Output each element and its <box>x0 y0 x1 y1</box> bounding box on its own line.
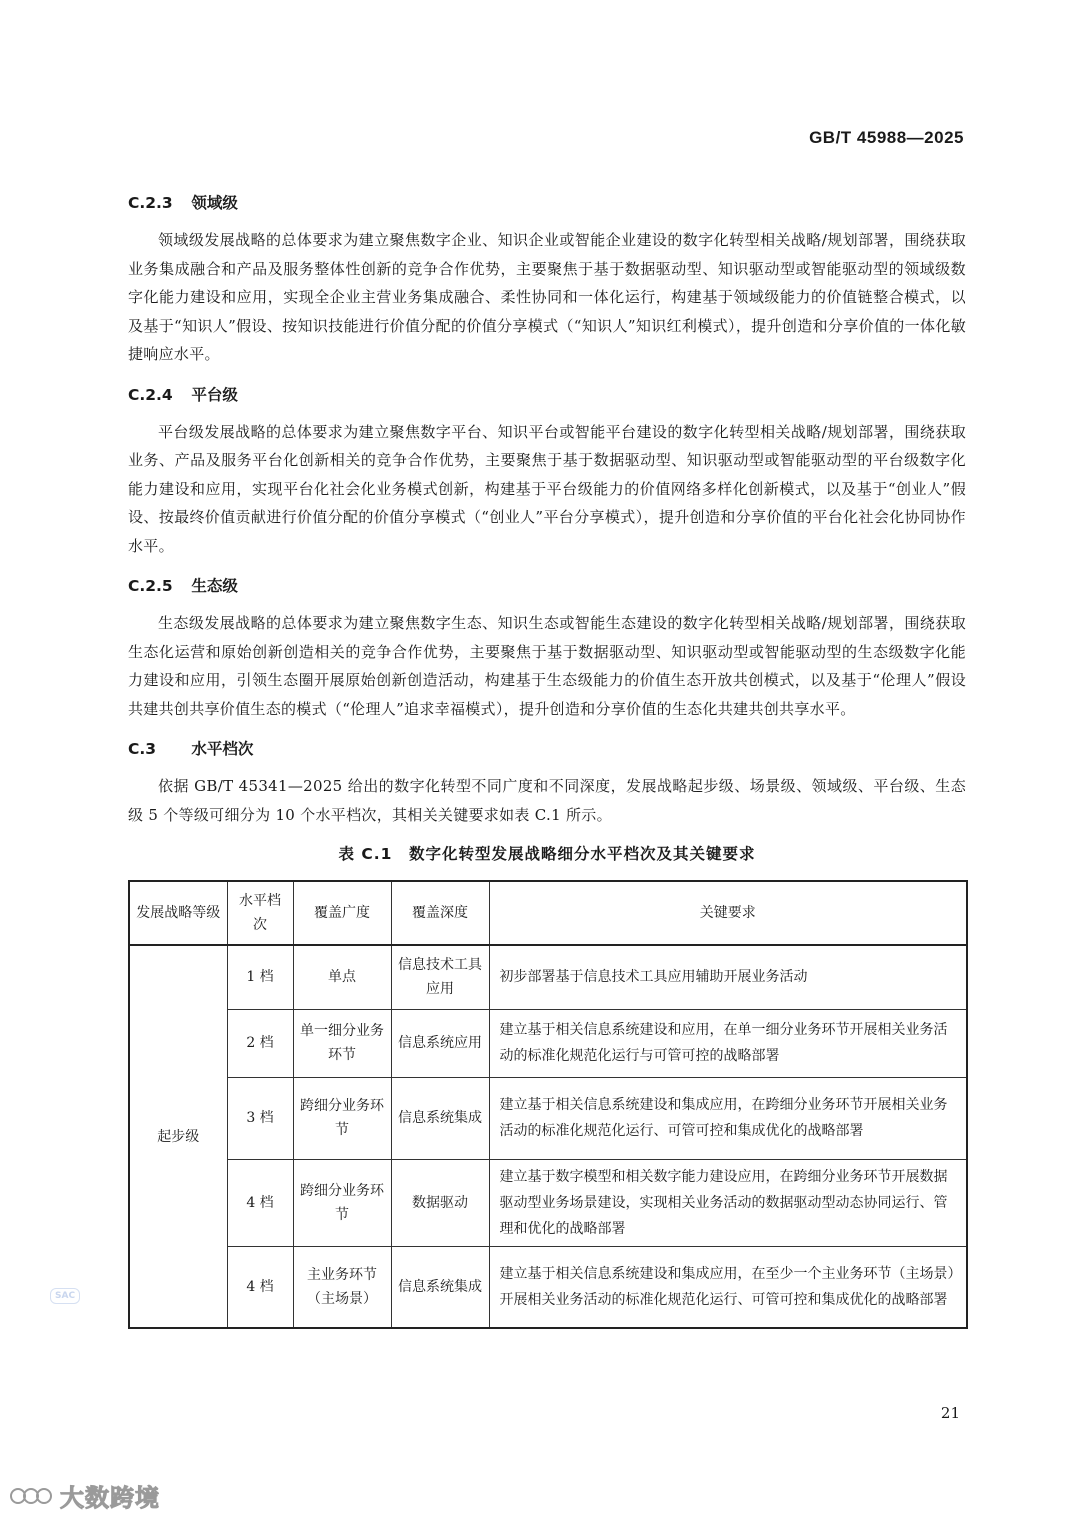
section-heading <box>128 573 966 599</box>
requirement-cell: 初步部署基于信息技术工具应用辅助开展业务活动 <box>489 945 967 1009</box>
table-row <box>129 1159 967 1246</box>
table-row <box>129 1009 967 1077</box>
table-title: 表 C.1 数字化转型发展战略细分水平档次及其关键要求 <box>338 845 756 863</box>
section-heading <box>128 382 966 408</box>
section-title: 水平档次 <box>191 740 254 758</box>
header-tier: 水平档次 <box>227 881 293 945</box>
tier-cell: 3 档 <box>227 1077 293 1159</box>
section-number: C.2.5 <box>128 577 173 595</box>
breadth-cell: 主业务环节（主场景） <box>293 1246 391 1328</box>
header-depth: 覆盖深度 <box>391 881 489 945</box>
section-title: 生态级 <box>191 577 238 595</box>
depth-cell: 信息系统集成 <box>391 1077 489 1159</box>
table-header-row <box>129 881 967 945</box>
depth-cell: 信息技术工具应用 <box>391 945 489 1009</box>
breadth-cell: 跨细分业务环节 <box>293 1077 391 1159</box>
section-heading <box>128 190 966 216</box>
watermark <box>8 1478 160 1513</box>
section-title: 领域级 <box>191 194 238 212</box>
requirement-cell: 建立基于相关信息系统建设和集成应用，在跨细分业务环节开展相关业务活动的标准化规范化运行、可管可控和集成优化的战略部署 <box>489 1077 967 1159</box>
breadth-cell: 单点 <box>293 945 391 1009</box>
section-number: C.2.3 <box>128 194 173 212</box>
table-row <box>129 1246 967 1328</box>
section-paragraph: 生态级发展战略的总体要求为建立聚焦数字生态、知识生态或智能生态建设的数字化转型相关战略/规划部署，围绕获取生态化运营和原始创新创造相关的竞争合作优势，主要聚焦于基于数据驱动型、知识驱动型或智能驱动型的生态级数字化能力建设和应用，引领生态圈开展原始创新创造活动，构建基于生态级能力的价值生态开放共创模式，以及基于“伦理人”假设共建共创共享价值生态的模式（“伦理人”追求幸福模式），提升创造和分享价值的生态化共建共创共享水平。 <box>128 614 966 718</box>
table-row <box>129 1077 967 1159</box>
content-body <box>128 190 966 1329</box>
requirements-table <box>128 880 968 1329</box>
section-paragraph: 平台级发展战略的总体要求为建立聚焦数字平台、知识平台或智能平台建设的数字化转型相关战略/规划部署，围绕获取业务、产品及服务平台化创新相关的竞争合作优势，主要聚焦于基于数据驱动型、知识驱动型或智能驱动型的平台级数字化能力建设和应用，实现平台化社会化业务模式创新，构建基于平台级能力的价值网络多样化创新模式，以及基于“创业人”假设、按最终价值贡献进行价值分配的价值分享模式（“创业人”平台分享模式），提升创造和分享价值的平台化社会化协同协作水平。 <box>128 422 966 555</box>
header-breadth: 覆盖广度 <box>293 881 391 945</box>
depth-cell: 信息系统集成 <box>391 1246 489 1328</box>
depth-cell: 数据驱动 <box>391 1159 489 1246</box>
breadth-cell: 单一细分业务环节 <box>293 1009 391 1077</box>
section-heading <box>128 736 966 762</box>
tier-cell: 1 档 <box>227 945 293 1009</box>
section-title: 平台级 <box>191 385 238 404</box>
tier-cell: 2 档 <box>227 1009 293 1077</box>
requirement-cell: 建立基于相关信息系统建设和集成应用，在至少一个主业务环节（主场景）开展相关业务活动的标准化规范化运行、可管可控和集成优化的战略部署 <box>489 1246 967 1328</box>
page-number: 21 <box>940 1404 960 1422</box>
tier-cell: 4 档 <box>227 1246 293 1328</box>
breadth-cell: 跨细分业务环节 <box>293 1159 391 1246</box>
section-number: C.3 <box>128 740 157 758</box>
tier-cell: 4 档 <box>227 1159 293 1246</box>
requirement-cell: 建立基于相关信息系统建设和应用，在单一细分业务环节开展相关业务活动的标准化规范化运行与可管可控的战略部署 <box>489 1009 967 1077</box>
section-paragraph: 领域级发展战略的总体要求为建立聚焦数字企业、知识企业或智能企业建设的数字化转型相关战略/规划部署，围绕获取业务集成融合和产品及服务整体性创新的竞争合作优势，主要聚焦于基于数据驱动型、知识驱动型或智能驱动型的领域级数字化能力建设和应用，实现全企业主营业务集成融合、柔性协同和一体化运行，构建基于领域级能力的价值链整合模式，以及基于“知识人”假设、按知识技能进行价值分配的价值分享模式（“知识人”知识红利模式），提升创造和分享价值的一体化敏捷响应水平。 <box>128 231 966 363</box>
sac-side-mark: SAC <box>50 1288 80 1304</box>
standard-code: GB/T 45988—2025 <box>809 128 964 147</box>
header-requirement: 关键要求 <box>489 881 967 945</box>
section-number: C.2.4 <box>128 385 173 404</box>
table-row <box>129 945 967 1009</box>
watermark-logo-icon <box>8 1484 54 1508</box>
requirement-cell: 建立基于数字模型和相关数字能力建设应用，在跨细分业务环节开展数据驱动型业务场景建设，实现相关业务活动的数据驱动型动态协同运行、管理和优化的战略部署 <box>489 1159 967 1246</box>
level-cell: 起步级 <box>129 945 227 1328</box>
section-paragraph: 依据 GB/T 45341—2025 给出的数字化转型不同广度和不同深度，发展战略起步级、场景级、领域级、平台级、生态级 5 个等级可细分为 10 个水平档次，其相关关键要求如表 C.1 所示。 <box>128 777 966 824</box>
depth-cell: 信息系统应用 <box>391 1009 489 1077</box>
watermark-text: 大数跨境 <box>60 1484 160 1512</box>
header-level: 发展战略等级 <box>129 881 227 945</box>
